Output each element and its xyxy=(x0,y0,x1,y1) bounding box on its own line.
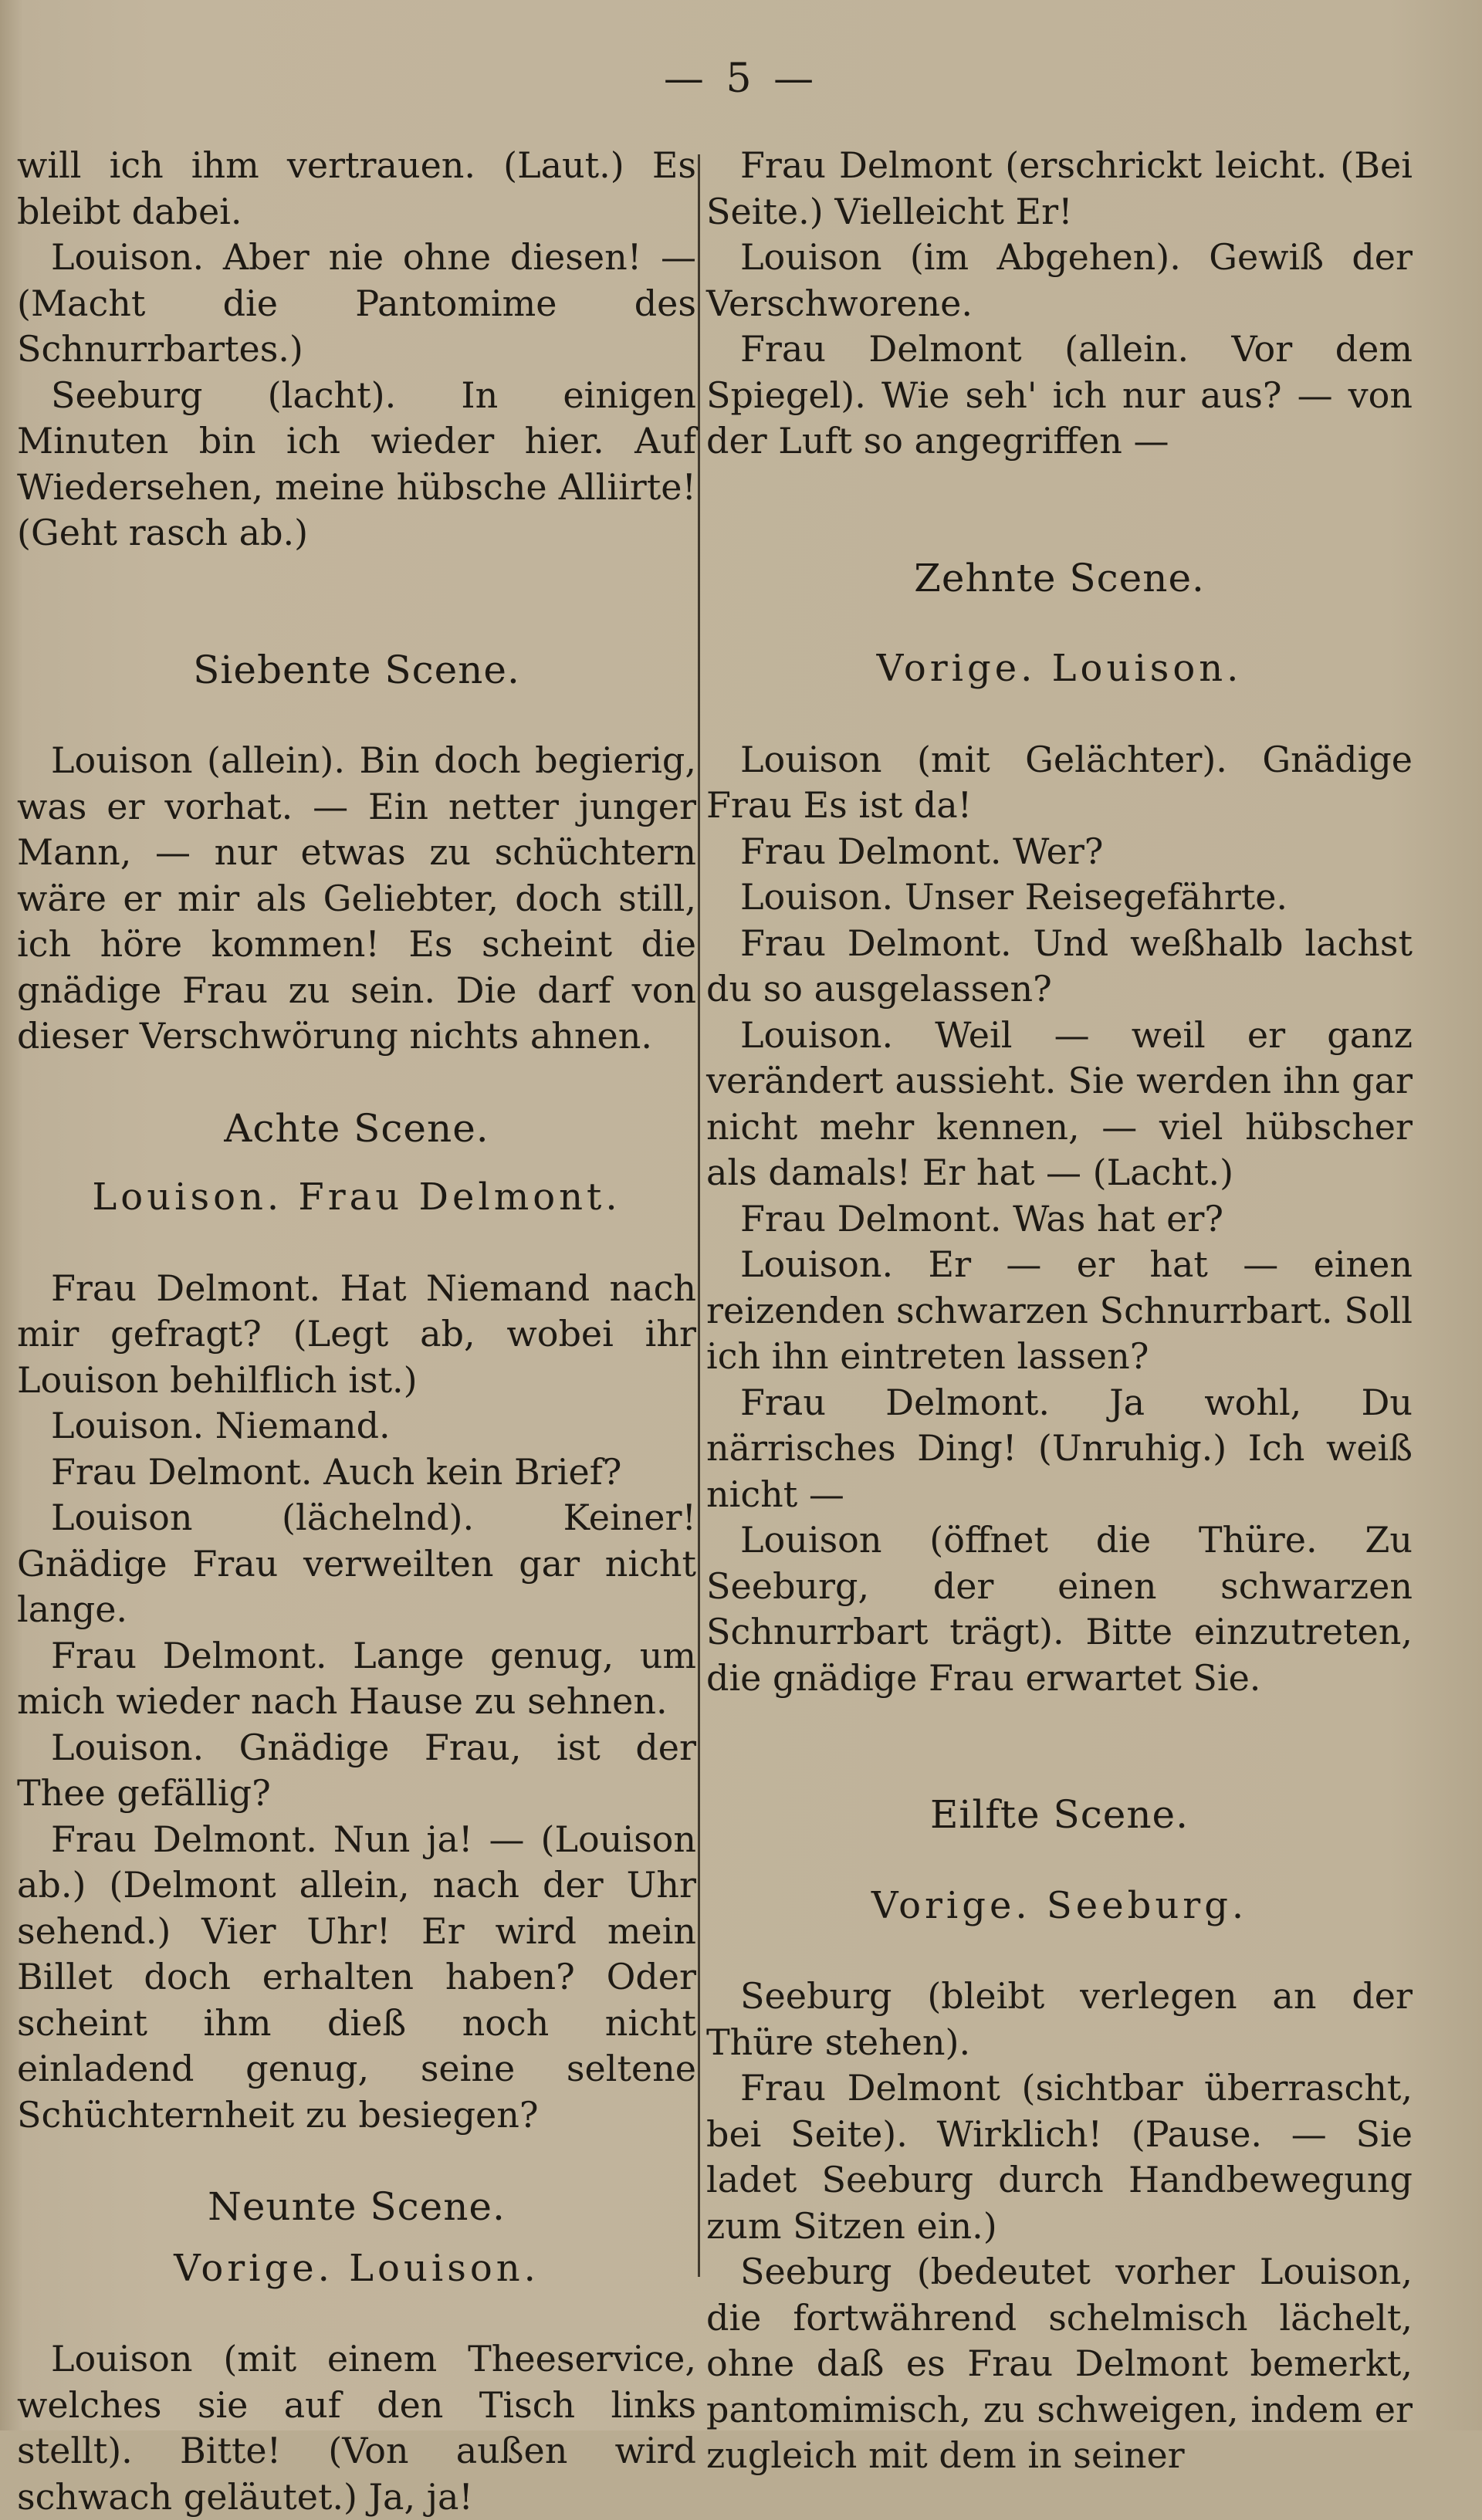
paragraph: Louison. Weil — weil er ganz verändert aussieht. Sie werden ihn gar nicht mehr kennen, — viel hübscher als damals! Er hat — (Lacht.) xyxy=(706,1013,1413,1193)
paragraph: Seeburg (bedeutet vorher Louison, die fortwährend schelmisch lächelt, ohne daß es Frau Delmont bemerkt, pantomimisch, zu schweigen, indem er zugleich mit dem in seiner xyxy=(706,2251,1413,2476)
scene-title: Zehnte Scene. xyxy=(914,555,1205,600)
paragraph: Louison. Aber nie ohne diesen! — (Macht die Pantomime des Schnurrbartes.) xyxy=(17,236,696,370)
paragraph: Frau Delmont. Ja wohl, Du närrisches Ding! (Unruhig.) Ich weiß nicht — xyxy=(706,1381,1413,1515)
scene-cast: Vorige. Seeburg. xyxy=(871,1883,1248,1927)
scene-title: Neunte Scene. xyxy=(208,2184,506,2229)
paragraph: Louison (lächelnd). Keiner! Gnädige Frau verweilten gar nicht lange. xyxy=(17,1497,696,1630)
paragraph: Frau Delmont. Auch kein Brief? xyxy=(51,1450,622,1493)
scene-title: Eilfte Scene. xyxy=(929,1792,1189,1837)
column-divider xyxy=(698,154,700,2277)
paragraph: Louison. Niemand. xyxy=(51,1405,391,1446)
paragraph: Louison (im Abgehen). Gewiß der Verschworene. xyxy=(706,236,1413,324)
paragraph: Frau Delmont. Hat Niemand nach mir gefragt? (Legt ab, wobei ihr Louison behilflich ist.) xyxy=(17,1267,696,1401)
paragraph: Louison (mit einem Theeservice, welches sie auf den Tisch links stellt). Bitte! (Von außen wird schwach geläutet.) Ja, ja! xyxy=(17,2338,696,2518)
paragraph: Seeburg (lacht). In einigen Minuten bin ich wieder hier. Auf Wiedersehen, meine hübsche Alliirte! (Geht rasch ab.) xyxy=(17,374,696,553)
paragraph: Louison (allein). Bin doch begierig, was er vorhat. — Ein netter junger Mann, — nur etwas zu schüchtern wäre er mir als Geliebter, doch still, ich höre kommen! Es scheint die gnädige Frau zu sein. Die darf von dieser Verschwörung nichts ahnen. xyxy=(17,739,696,1057)
paragraph: Frau Delmont (allein. Vor dem Spiegel). Wie seh' ich nur aus? — von der Luft so angegriffen — xyxy=(706,328,1413,462)
scene-cast: Louison. Frau Delmont. xyxy=(92,1175,621,1219)
scene-cast: Vorige. Louison. xyxy=(876,647,1243,690)
paragraph: Frau Delmont. Was hat er? xyxy=(740,1197,1224,1240)
paragraph: will ich ihm vertrauen. (Laut.) Es bleibt dabei. xyxy=(17,144,696,232)
paragraph: Frau Delmont. Wer? xyxy=(740,830,1104,872)
left-column xyxy=(17,143,696,2520)
page-number: — 5 — xyxy=(663,56,819,102)
scene-title: Achte Scene. xyxy=(224,1105,489,1151)
right-column xyxy=(706,143,1413,2479)
paragraph: Frau Delmont. Nun ja! — (Louison ab.) (Delmont allein, nach der Uhr sehend.) Vier Uhr! Er wird mein Billet doch erhalten haben? Oder scheint ihm dieß noch nicht einladend genug, seine seltene Schüchternheit zu besiegen? xyxy=(17,1818,696,2136)
paragraph: Frau Delmont (sichtbar überrascht, bei Seite). Wirklich! (Pause. — Sie ladet Seeburg durch Handbewegung zum Sitzen ein.) xyxy=(706,2067,1413,2247)
paragraph: Louison. Gnädige Frau, ist der Thee gefällig? xyxy=(17,1726,696,1814)
paragraph: Frau Delmont (erschrickt leicht. (Bei Seite.) Vielleicht Er! xyxy=(706,144,1413,232)
paragraph: Louison (mit Gelächter). Gnädige Frau Es ist da! xyxy=(706,738,1413,826)
paragraph: Frau Delmont. Und weßhalb lachst du so ausgelassen? xyxy=(706,922,1413,1010)
paragraph: Louison. Er — er hat — einen reizenden schwarzen Schnurrbart. Soll ich ihn eintreten lassen? xyxy=(706,1243,1413,1377)
scene-title: Siebente Scene. xyxy=(193,647,520,692)
paragraph: Seeburg (bleibt verlegen an der Thüre stehen). xyxy=(706,1975,1413,2063)
scene-cast: Vorige. Louison. xyxy=(174,2246,540,2290)
paragraph: Louison (öffnet die Thüre. Zu Seeburg, der einen schwarzen Schnurrbart trägt). Bitte einzutreten, die gnädige Frau erwartet Sie. xyxy=(706,1519,1413,1699)
paragraph: Frau Delmont. Lange genug, um mich wieder nach Hause zu sehnen. xyxy=(17,1634,696,1722)
paragraph: Louison. Unser Reisegefährte. xyxy=(740,876,1288,918)
